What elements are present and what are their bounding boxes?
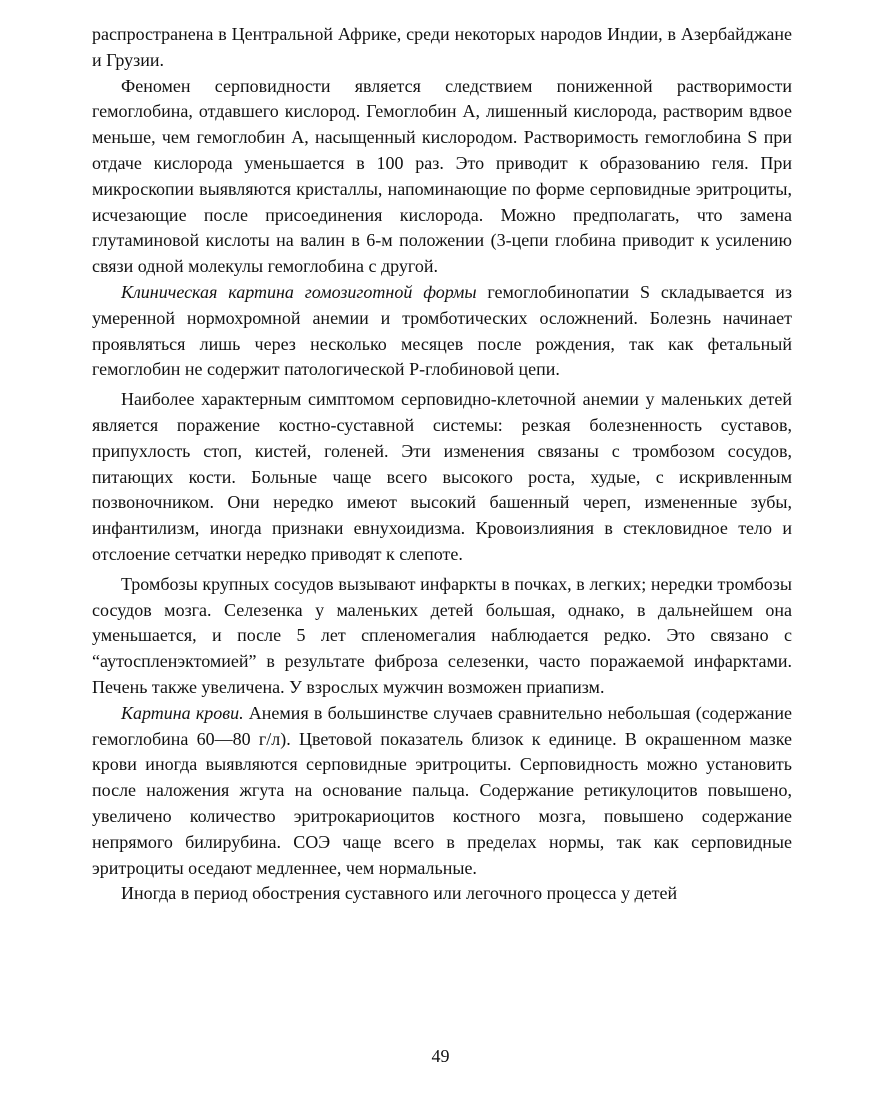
paragraph-lead-italic: Картина крови. [121,702,244,723]
paragraph-text: Тромбозы крупных сосудов вызывают инфаркты в почках, в легких; нередки тромбозы сосудов мозга. Селезенка у маленьких детей большая, однако, в дальнейшем она уменьшается, и после 5 лет спленомегалия наблюдается редко. Это связано с “аутоспленэктомией” в результате фиброза селезенки, часто поражаемой инфарктами. Печень также увеличена. У взрослых мужчин возможен приапизм. [92,573,792,697]
page-number: 49 [431,1046,450,1066]
paragraph-thromboses [92,572,792,701]
paragraph-clinical-picture [92,280,792,383]
paragraph-continuation [92,22,792,74]
document-page [92,22,792,907]
paragraph-blood-picture [92,701,792,882]
paragraph-text: Иногда в период обострения суставного или легочного процесса у детей [121,883,678,904]
paragraph-text: Феномен серповидности является следствием пониженной растворимости гемоглобина, отдавшего кислород. Гемоглобин А, лишенный кислорода, растворим вдвое меньше, чем гемоглобин А, насыщенный кислородом. Растворимость гемоглобина S при отдаче кислорода уменьшается в 100 раз. Это приводит к образованию геля. При микроскопии выявляются кристаллы, напоминающие по форме серповидные эритроциты, исчезающие после присоединения кислорода. Можно предполагать, что замена глутаминовой кислоты на валин в 6-м положении (3-цепи глобина приводит к усилению связи одной молекулы гемоглобина с другой. [92,75,792,277]
paragraph-text: Анемия в большинстве случаев сравнительно небольшая (содержание гемоглобина 60—80 г/л). Цветовой показатель близок к единице. В окрашенном мазке крови иногда выявляются серповидные эритроциты. Серповидность можно установить после наложения жгута на основание пальца. Содержание ретикулоцитов повышено, увеличено количество эритрокариоцитов костного мозга, повышено содержание непрямого билирубина. СОЭ чаще всего в пределах нормы, так как серповидные эритроциты оседают медленнее, чем нормальные. [92,702,792,878]
paragraph-text: гемоглобинопатии S складывается из умеренной нормохромной анемии и тромботических осложнений. Болезнь начинает проявляться лишь через несколько месяцев после рождения, так как фетальный гемоглобин не содержит патологической Р-глобиновой цепи. [92,281,792,380]
paragraph-symptoms-children [92,387,792,568]
paragraph-sickling-phenomenon [92,74,792,280]
paragraph-text: Наиболее характерным симптомом серповидно-клеточной анемии у маленьких детей является поражение костно-суставной системы: резкая болезненность суставов, припухлость стоп, кистей, голеней. Эти изменения связаны с тромбозом сосудов, питающих кости. Больные чаще всего высокого роста, худые, с искривленным позвоночником. Они нередко имеют высокий башенный череп, измененные зубы, инфантилизм, иногда признаки евнухоидизма. Кровоизлияния в стекловидное тело и отслоение сетчатки нередко приводят к слепоте. [92,389,792,564]
paragraph-lead-italic: Клиническая картина гомозиготной формы [121,281,477,302]
paragraph-text: распространена в Центральной Африке, среди некоторых народов Индии, в Азербайджане и Грузии. [92,24,792,70]
paragraph-exacerbation [92,881,792,907]
